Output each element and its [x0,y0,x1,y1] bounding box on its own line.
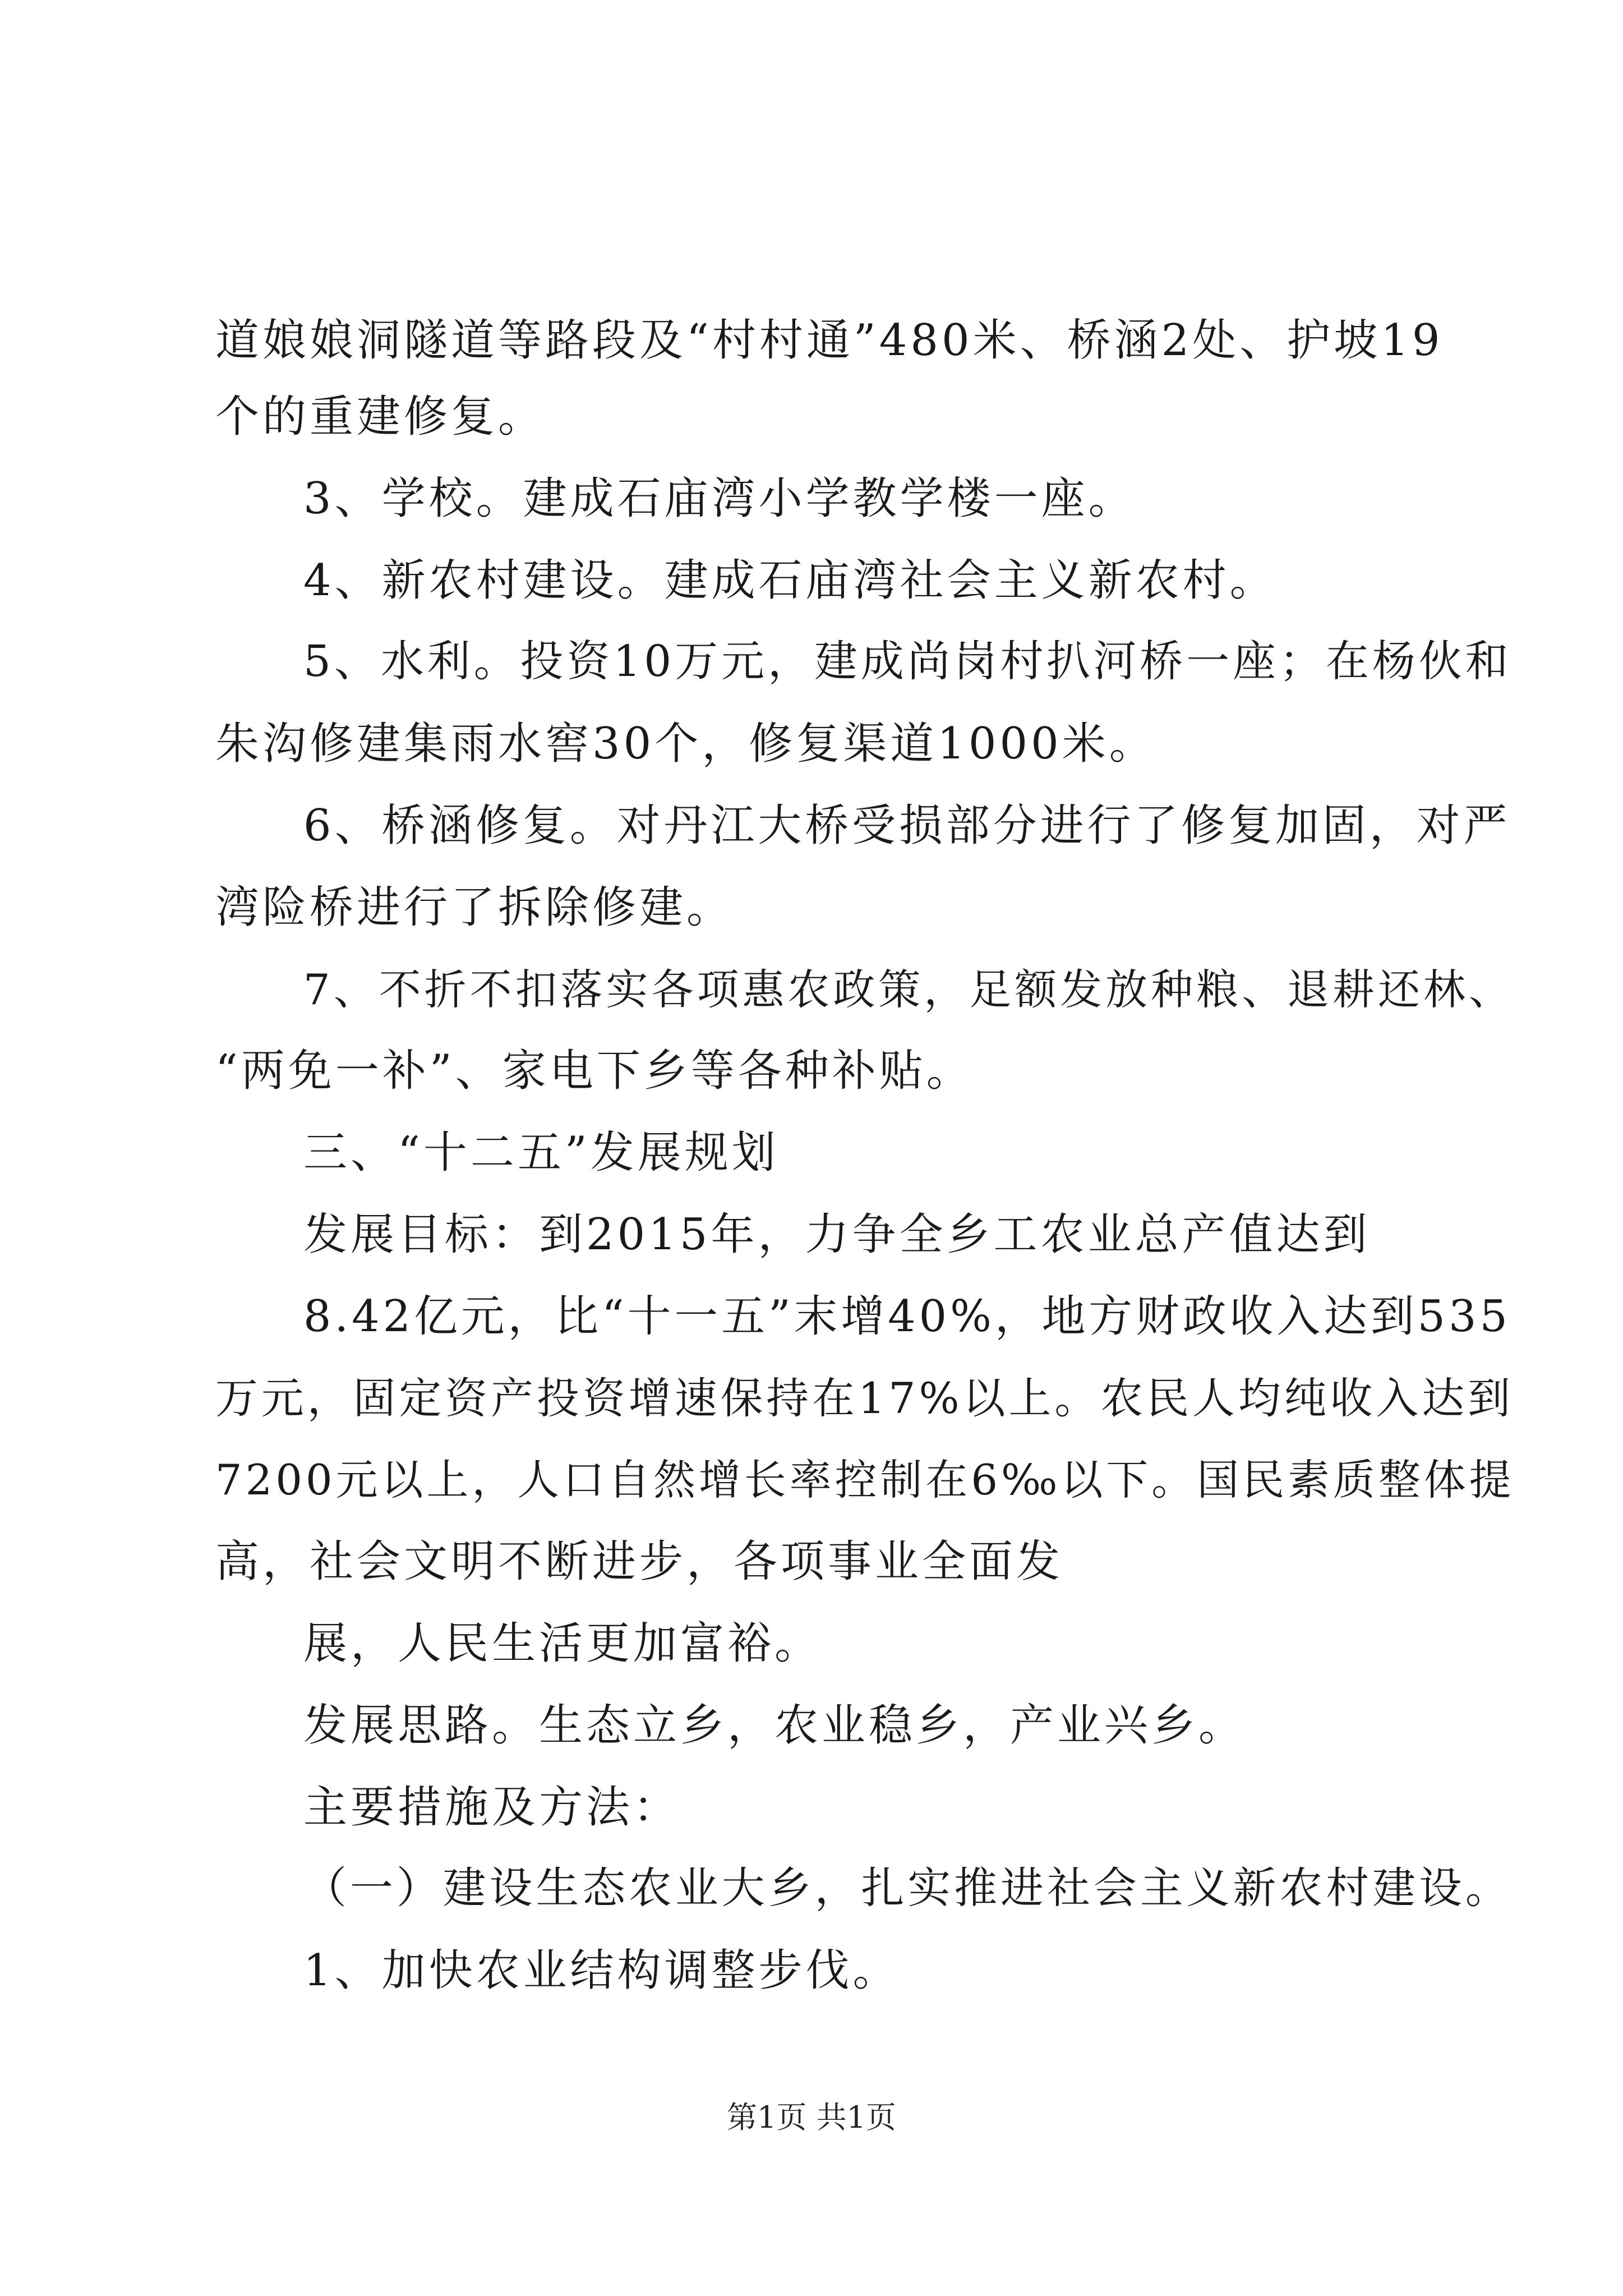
body-text-line: 发展思路。生态立乡，农业稳乡，产业兴乡。 [303,1700,1246,1751]
page-footer: 第1页 共1页 [727,2100,896,2135]
body-text-line: 道娘娘洞隧道等路段及“村村通”480米、桥涵2处、护坡19 [215,315,1444,366]
body-text-line: 7、不折不扣落实各项惠农政策，足额发放种粮、退耕还林、 [303,965,1514,1014]
body-text-line: 8.42亿元，比“十一五”末增40%，地方财政收入达到535 [303,1291,1511,1342]
body-text-line: 1、加快农业结构调整步伐。 [303,1945,900,1996]
body-text-line: 5、水利。投资10万元，建成尚岗村扒河桥一座；在杨伙和 [303,637,1512,687]
body-text-line: 发展目标：到2015年，力争全乡工农业总产值达到 [303,1209,1371,1260]
subsection-heading: （一）建设生态农业大乡，扎实推进社会主义新农村建设。 [303,1864,1512,1913]
body-text-line: 万元，固定资产投资增速保持在17%以上。农民人均纯收入达到 [215,1374,1514,1423]
body-text-line: 个的重建修复。 [215,392,546,442]
body-text-line: 高，社会文明不断进步，各项事业全面发 [215,1536,1064,1587]
body-text-line: 7200元以上，人口自然增长率控制在6‰以下。国民素质整体提 [215,1455,1515,1504]
body-text-line: 展，人民生活更加富裕。 [303,1618,822,1669]
body-text-line: 6、桥涵修复。对丹江大桥受损部分进行了修复加固，对严 [303,800,1511,851]
body-text-line: 朱沟修建集雨水窖30个，修复渠道1000米。 [215,719,1156,769]
section-heading: 三、“十二五”发展规划 [303,1128,779,1178]
body-text-line: 主要措施及方法： [303,1782,681,1833]
body-text-line: 4、新农村建设。建成石庙湾社会主义新农村。 [303,555,1277,606]
body-text-line: “两免一补”、家电下乡等各种补贴。 [215,1046,974,1096]
body-text-line: 湾险桥进行了拆除修建。 [215,882,734,933]
body-text-line: 3、学校。建成石庙湾小学教学楼一座。 [303,473,1136,524]
